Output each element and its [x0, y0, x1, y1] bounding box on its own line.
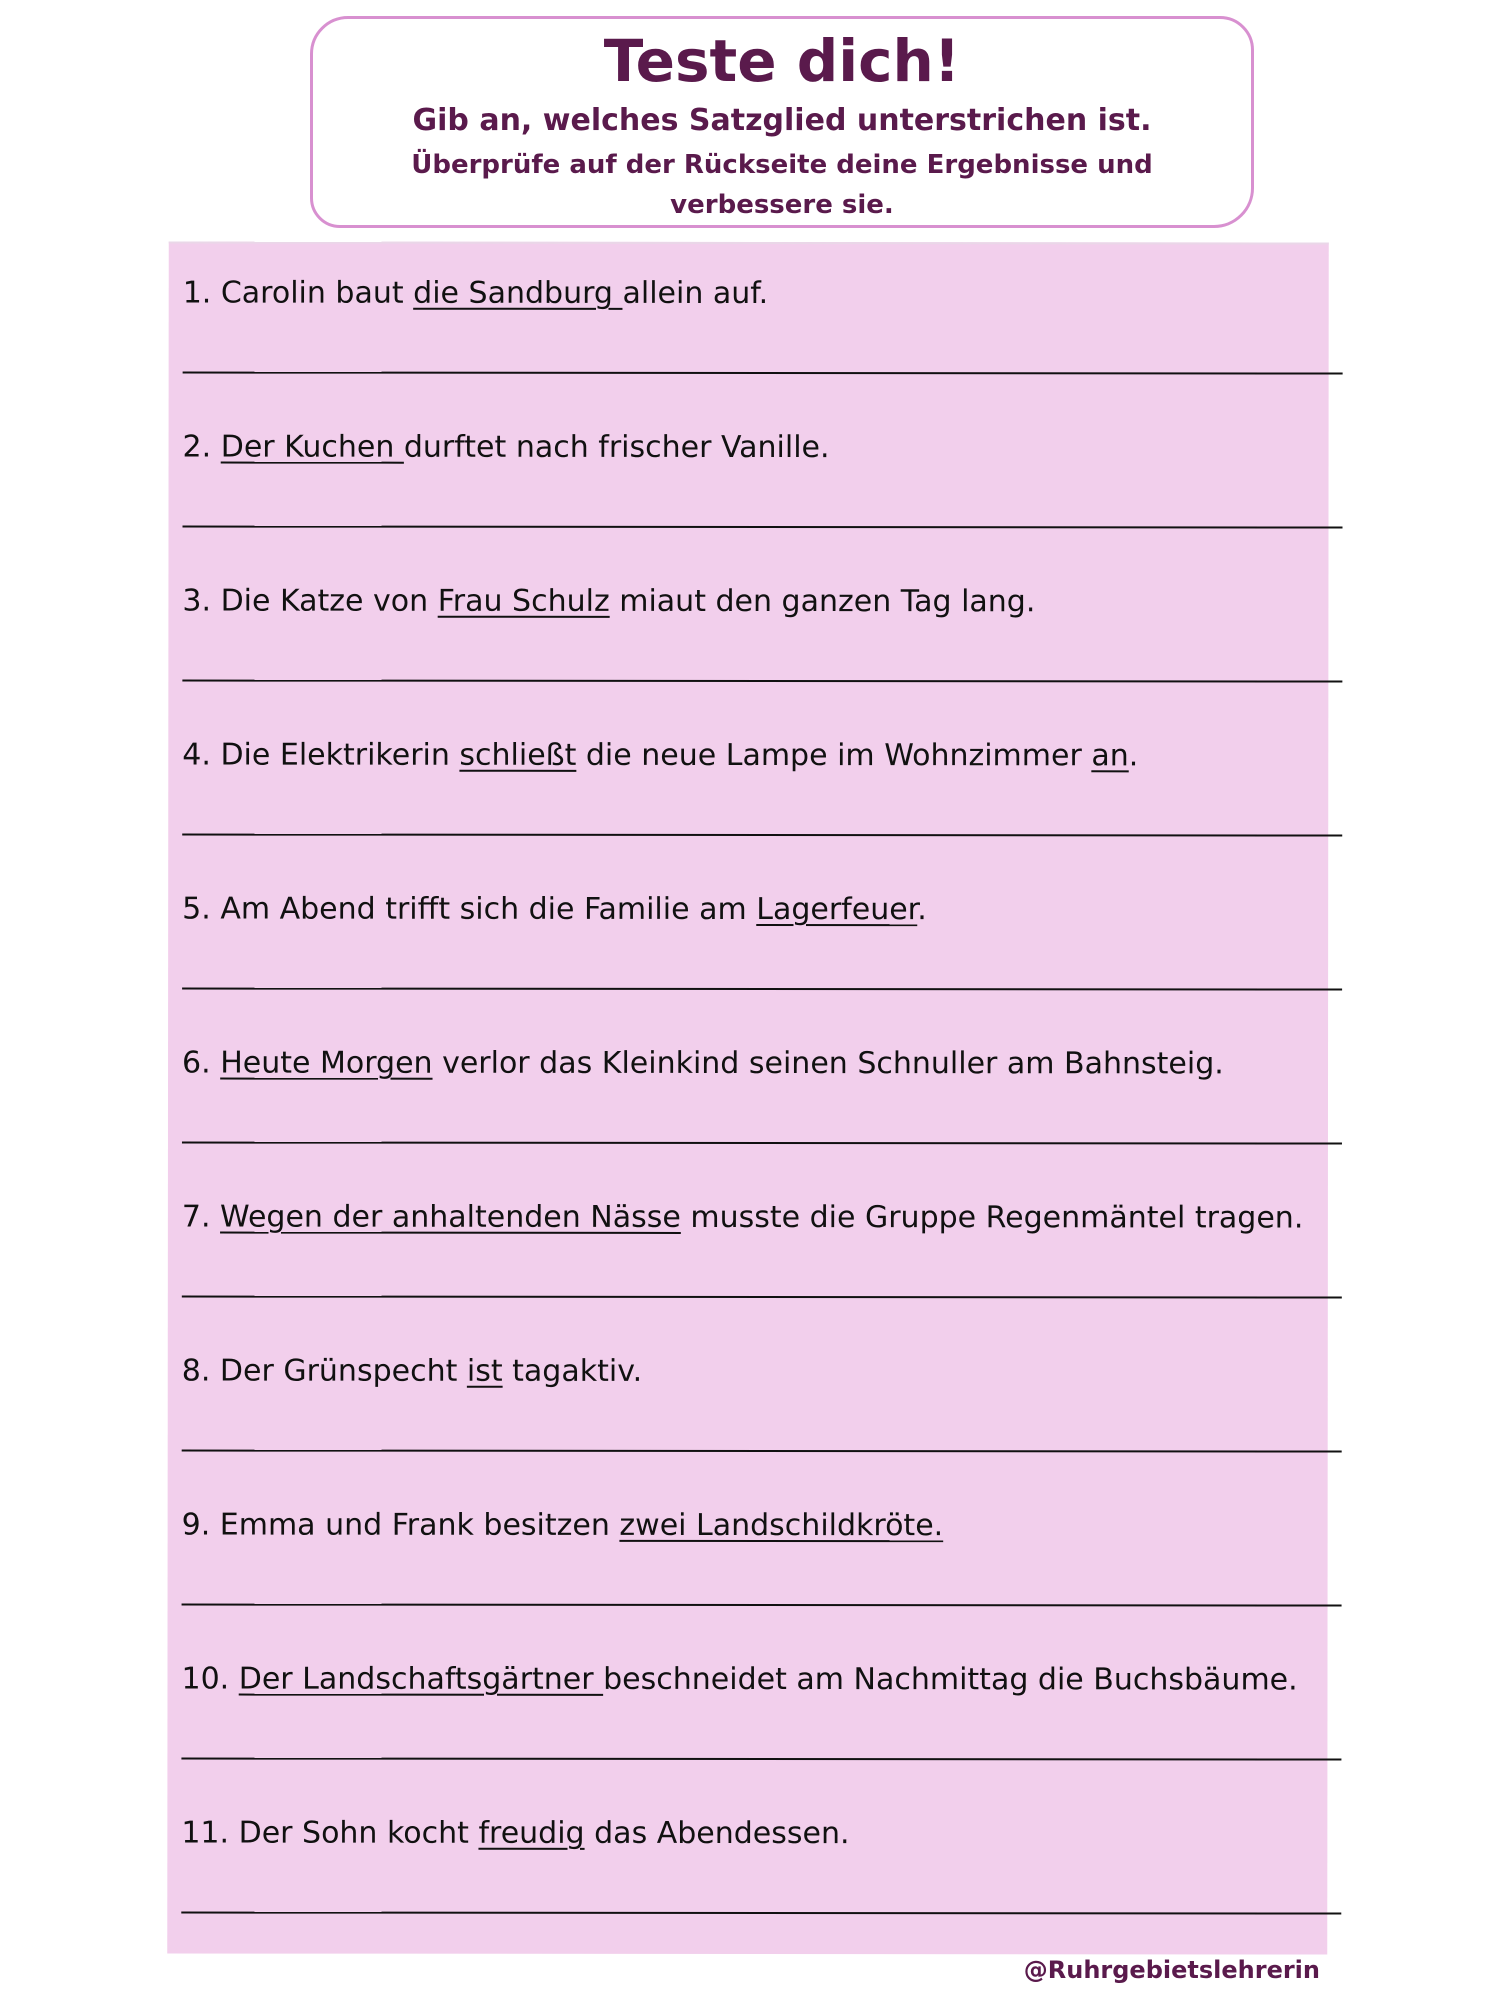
answer-line[interactable]: [182, 1450, 1342, 1453]
task-item: [181, 1660, 1319, 1815]
task-item: [182, 1044, 1320, 1199]
task-item: [182, 1198, 1320, 1353]
task-sentence: 6. Heute Morgen verlor das Kleinkind seinen Schnuller am Bahnsteig.: [182, 1045, 1224, 1082]
task-item: [183, 274, 1321, 429]
answer-line[interactable]: [181, 1912, 1341, 1915]
task-sentence: 8. Der Grünspecht ist tagaktiv.: [181, 1353, 643, 1389]
task-sentence: 4. Die Elektrikerin schließt die neue Lampe im Wohnzimmer an.: [182, 737, 1139, 774]
underlined-phrase: Frau Schulz: [437, 583, 610, 619]
answer-line[interactable]: [182, 1142, 1342, 1145]
task-item: [182, 1506, 1320, 1661]
task-sentence: 3. Die Katze von Frau Schulz miaut den ganzen Tag lang.: [182, 583, 1036, 620]
task-sentence: 9. Emma und Frank besitzen zwei Landschildkröte.: [181, 1507, 944, 1544]
task-sentence: 7. Wegen der anhaltenden Nässe musste die Gruppe Regenmäntel tragen.: [181, 1199, 1304, 1236]
underlined-phrase: die Sandburg: [413, 275, 623, 311]
task-sentence: 5. Am Abend trifft sich die Familie am Lagerfeuer.: [182, 891, 927, 928]
underlined-phrase: schließt: [459, 737, 577, 773]
answer-line[interactable]: [182, 680, 1342, 683]
instruction-text-2: Überprüfe auf der Rückseite deine Ergebnisse und verbessere sie.: [411, 150, 1153, 220]
task-item: [182, 582, 1320, 737]
task-sentence: 10. Der Landschaftsgärtner beschneidet am Nachmittag die Buchsbäume.: [181, 1661, 1298, 1698]
header-box: [310, 16, 1254, 228]
answer-line[interactable]: [182, 526, 1342, 529]
author-credit: @Ruhrgebietslehrerin: [1023, 1956, 1320, 1984]
underlined-phrase-2: an: [1091, 738, 1129, 774]
task-item: [182, 890, 1320, 1045]
instruction-text: Gib an, welches Satzglied unterstrichen ist.: [412, 103, 1152, 138]
answer-line[interactable]: [182, 1296, 1342, 1299]
task-sentence: 2. Der Kuchen durftet nach frischer Vanille.: [182, 429, 830, 466]
underlined-phrase: ist: [466, 1353, 503, 1389]
underlined-phrase: Lagerfeuer: [756, 892, 918, 928]
task-item: [182, 428, 1320, 583]
exercise-panel: [167, 241, 1328, 1954]
underlined-phrase: Der Kuchen: [220, 429, 404, 465]
underlined-phrase: zwei Landschildkröte.: [619, 1507, 944, 1544]
page-title: Teste dich!: [603, 27, 961, 95]
underlined-phrase: Der Landschaftsgärtner: [238, 1661, 604, 1697]
task-sentence: 1. Carolin baut die Sandburg allein auf.: [182, 275, 769, 312]
answer-line[interactable]: [182, 834, 1342, 837]
task-item: [182, 736, 1320, 891]
answer-line[interactable]: [183, 372, 1343, 375]
underlined-phrase: Heute Morgen: [220, 1045, 433, 1081]
task-sentence: 11. Der Sohn kocht freudig das Abendessen.: [181, 1815, 850, 1852]
task-item: [181, 1814, 1319, 1969]
answer-line[interactable]: [182, 988, 1342, 991]
answer-line[interactable]: [182, 1604, 1342, 1607]
underlined-phrase: freudig: [478, 1815, 585, 1851]
answer-line[interactable]: [181, 1758, 1341, 1761]
underlined-phrase: Wegen der anhaltenden Nässe: [220, 1199, 681, 1235]
task-item: [182, 1352, 1320, 1507]
